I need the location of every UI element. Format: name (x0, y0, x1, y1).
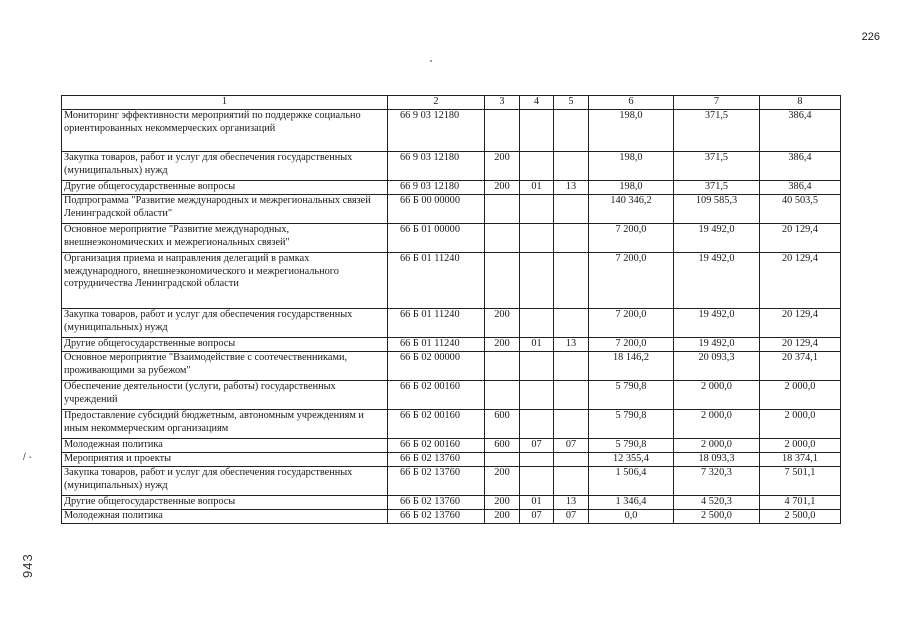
row-col3-cell (485, 110, 520, 152)
row-value6-cell: 18 146,2 (589, 352, 674, 381)
row-value7-cell: 4 520,3 (674, 496, 760, 510)
row-col5-cell: 13 (554, 181, 589, 195)
row-col5-cell (554, 152, 589, 181)
row-col3-cell (485, 381, 520, 410)
row-value7-cell: 19 492,0 (674, 309, 760, 338)
row-col4-cell (520, 224, 554, 253)
table-row (62, 453, 841, 467)
row-value7-cell: 2 500,0 (674, 510, 760, 524)
table-row (62, 510, 841, 524)
row-col4-cell (520, 352, 554, 381)
row-name-cell: Основное мероприятие "Взаимодействие с соотечественниками, проживающими за рубежом" (62, 352, 388, 381)
table-row (62, 309, 841, 338)
row-col3-cell: 200 (485, 338, 520, 352)
table-row (62, 352, 841, 381)
row-col3-cell: 200 (485, 152, 520, 181)
row-col4-cell (520, 410, 554, 439)
row-col4-cell: 07 (520, 510, 554, 524)
row-col3-cell (485, 195, 520, 224)
header-cell: 5 (554, 96, 589, 110)
header-cell: 6 (589, 96, 674, 110)
row-col5-cell (554, 410, 589, 439)
margin-mark: / - (23, 452, 32, 463)
row-name-cell: Основное мероприятие "Развитие международных, внешнеэкономических и межрегиональных связей" (62, 224, 388, 253)
row-value8-cell: 386,4 (760, 152, 841, 181)
row-value6-cell: 140 346,2 (589, 195, 674, 224)
row-value6-cell: 7 200,0 (589, 224, 674, 253)
table-row (62, 224, 841, 253)
row-value7-cell: 19 492,0 (674, 253, 760, 309)
row-col4-cell (520, 195, 554, 224)
row-code-cell: 66 Б 02 00160 (388, 439, 485, 453)
row-col5-cell (554, 352, 589, 381)
row-name-cell: Закупка товаров, работ и услуг для обеспечения государственных (муниципальных) нужд (62, 467, 388, 496)
row-value8-cell: 40 503,5 (760, 195, 841, 224)
table-row (62, 467, 841, 496)
row-col4-cell: 01 (520, 496, 554, 510)
row-col5-cell: 07 (554, 510, 589, 524)
row-col3-cell: 600 (485, 410, 520, 439)
row-value6-cell: 198,0 (589, 110, 674, 152)
row-name-cell: Мероприятия и проекты (62, 453, 388, 467)
row-code-cell: 66 9 03 12180 (388, 181, 485, 195)
row-value6-cell: 198,0 (589, 181, 674, 195)
header-cell: 1 (62, 96, 388, 110)
row-name-cell: Молодежная политика (62, 510, 388, 524)
row-value6-cell: 7 200,0 (589, 309, 674, 338)
row-col5-cell: 07 (554, 439, 589, 453)
row-col4-cell (520, 453, 554, 467)
row-col5-cell (554, 309, 589, 338)
row-name-cell: Молодежная политика (62, 439, 388, 453)
row-col3-cell: 200 (485, 510, 520, 524)
row-code-cell: 66 Б 01 11240 (388, 309, 485, 338)
row-col3-cell: 200 (485, 496, 520, 510)
row-value7-cell: 371,5 (674, 181, 760, 195)
row-name-cell: Закупка товаров, работ и услуг для обеспечения государственных (муниципальных) нужд (62, 309, 388, 338)
row-code-cell: 66 Б 01 00000 (388, 224, 485, 253)
row-col4-cell (520, 309, 554, 338)
row-code-cell: 66 Б 02 00000 (388, 352, 485, 381)
row-value6-cell: 5 790,8 (589, 410, 674, 439)
table-row (62, 152, 841, 181)
header-cell: 8 (760, 96, 841, 110)
row-value6-cell: 7 200,0 (589, 253, 674, 309)
row-col4-cell (520, 152, 554, 181)
row-col4-cell (520, 467, 554, 496)
row-name-cell: Другие общегосударственные вопросы (62, 181, 388, 195)
row-value8-cell: 386,4 (760, 181, 841, 195)
header-cell: 7 (674, 96, 760, 110)
row-name-cell: Закупка товаров, работ и услуг для обеспечения государственных (муниципальных) нужд (62, 152, 388, 181)
row-col5-cell (554, 195, 589, 224)
table-row (62, 181, 841, 195)
row-col3-cell: 200 (485, 181, 520, 195)
row-value8-cell: 386,4 (760, 110, 841, 152)
row-col4-cell: 07 (520, 439, 554, 453)
row-name-cell: Другие общегосударственные вопросы (62, 338, 388, 352)
table-row (62, 496, 841, 510)
row-col5-cell: 13 (554, 338, 589, 352)
row-value6-cell: 1 506,4 (589, 467, 674, 496)
row-col3-cell: 200 (485, 467, 520, 496)
table-header-row (62, 96, 841, 110)
row-name-cell: Мониторинг эффективности мероприятий по поддержке социально ориентированных некоммерческих организаций (62, 110, 388, 152)
row-value7-cell: 371,5 (674, 152, 760, 181)
row-value8-cell: 18 374,1 (760, 453, 841, 467)
row-value8-cell: 20 129,4 (760, 309, 841, 338)
row-value6-cell: 5 790,8 (589, 381, 674, 410)
table-row (62, 410, 841, 439)
budget-table (61, 95, 841, 524)
row-value8-cell: 2 000,0 (760, 439, 841, 453)
row-col3-cell: 600 (485, 439, 520, 453)
row-col3-cell (485, 224, 520, 253)
row-value8-cell: 2 500,0 (760, 510, 841, 524)
row-col5-cell (554, 453, 589, 467)
table-row (62, 439, 841, 453)
row-col4-cell (520, 110, 554, 152)
row-value7-cell: 109 585,3 (674, 195, 760, 224)
row-code-cell: 66 Б 02 00160 (388, 381, 485, 410)
row-value6-cell: 1 346,4 (589, 496, 674, 510)
row-col5-cell (554, 253, 589, 309)
table-row (62, 253, 841, 309)
row-value8-cell: 7 501,1 (760, 467, 841, 496)
row-value7-cell: 19 492,0 (674, 224, 760, 253)
row-code-cell: 66 9 03 12180 (388, 152, 485, 181)
row-col5-cell (554, 467, 589, 496)
row-col5-cell (554, 381, 589, 410)
row-value8-cell: 20 129,4 (760, 338, 841, 352)
table-row (62, 338, 841, 352)
row-value6-cell: 5 790,8 (589, 439, 674, 453)
row-col4-cell: 01 (520, 181, 554, 195)
row-col4-cell (520, 253, 554, 309)
row-value6-cell: 198,0 (589, 152, 674, 181)
row-code-cell: 66 9 03 12180 (388, 110, 485, 152)
page-number: 226 (861, 31, 880, 43)
row-code-cell: 66 Б 02 00160 (388, 410, 485, 439)
row-code-cell: 66 Б 02 13760 (388, 510, 485, 524)
row-value7-cell: 2 000,0 (674, 381, 760, 410)
row-col5-cell (554, 110, 589, 152)
row-col5-cell (554, 224, 589, 253)
row-value8-cell: 20 129,4 (760, 224, 841, 253)
row-value8-cell: 4 701,1 (760, 496, 841, 510)
row-value7-cell: 7 320,3 (674, 467, 760, 496)
row-value7-cell: 371,5 (674, 110, 760, 152)
row-code-cell: 66 Б 02 13760 (388, 496, 485, 510)
row-col4-cell: 01 (520, 338, 554, 352)
scan-speck (430, 60, 432, 62)
archive-stamp: 943 (20, 553, 35, 578)
row-col3-cell: 200 (485, 309, 520, 338)
header-cell: 4 (520, 96, 554, 110)
row-code-cell: 66 Б 00 00000 (388, 195, 485, 224)
header-cell: 3 (485, 96, 520, 110)
row-value6-cell: 12 355,4 (589, 453, 674, 467)
row-value6-cell: 0,0 (589, 510, 674, 524)
row-value7-cell: 2 000,0 (674, 410, 760, 439)
row-name-cell: Организация приема и направления делегаций в рамках международного, внешнеэкономического и межрегионального сотрудничества Ленинградской области (62, 253, 388, 309)
row-code-cell: 66 Б 01 11240 (388, 338, 485, 352)
table-row (62, 381, 841, 410)
row-name-cell: Предоставление субсидий бюджетным, автономным учреждениям и иным некоммерческим организациям (62, 410, 388, 439)
header-cell: 2 (388, 96, 485, 110)
row-code-cell: 66 Б 02 13760 (388, 453, 485, 467)
row-value8-cell: 2 000,0 (760, 381, 841, 410)
row-name-cell: Подпрограмма "Развитие международных и межрегиональных связей Ленинградской области" (62, 195, 388, 224)
row-value7-cell: 20 093,3 (674, 352, 760, 381)
row-col4-cell (520, 381, 554, 410)
row-col3-cell (485, 253, 520, 309)
row-value8-cell: 20 374,1 (760, 352, 841, 381)
row-value6-cell: 7 200,0 (589, 338, 674, 352)
row-col3-cell (485, 352, 520, 381)
row-col5-cell: 13 (554, 496, 589, 510)
row-code-cell: 66 Б 01 11240 (388, 253, 485, 309)
row-value8-cell: 20 129,4 (760, 253, 841, 309)
row-value7-cell: 18 093,3 (674, 453, 760, 467)
row-col3-cell (485, 453, 520, 467)
row-value7-cell: 2 000,0 (674, 439, 760, 453)
row-name-cell: Другие общегосударственные вопросы (62, 496, 388, 510)
row-name-cell: Обеспечение деятельности (услуги, работы) государственных учреждений (62, 381, 388, 410)
row-code-cell: 66 Б 02 13760 (388, 467, 485, 496)
table-row (62, 110, 841, 152)
row-value7-cell: 19 492,0 (674, 338, 760, 352)
row-value8-cell: 2 000,0 (760, 410, 841, 439)
table-row (62, 195, 841, 224)
